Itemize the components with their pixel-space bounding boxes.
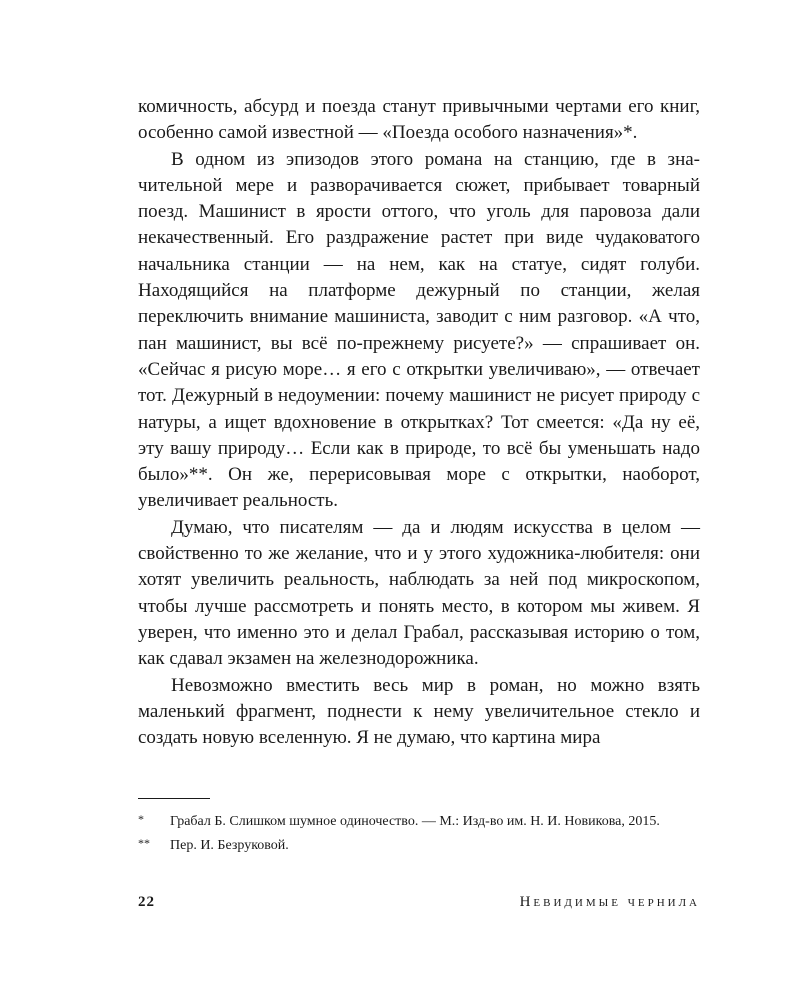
main-text	[138, 94, 700, 751]
running-title: Невидимые чернила	[519, 894, 700, 910]
footnote-1-mark: *	[138, 812, 144, 826]
paragraph-1: комичность, абсурд и поезда станут привычными чертами его книг, особенно самой известной — «Поезда особого назначения»*.	[138, 96, 700, 144]
footnote-2-text: Пер. И. Безруковой.	[170, 838, 289, 853]
footnotes-section	[138, 798, 700, 856]
paragraph-4: Невозможно вместить весь мир в роман, но можно взять маленький фрагмент, поднести к нему увеличительное стекло и создать новую вселенную. Я не думаю, что картина мира	[138, 674, 700, 749]
paragraph-2: В одном из эпизодов этого романа на станцию, где в значительной мере и разворачивается сюжет, прибывает товарный поезд. Машинист в ярости оттого, что уголь для паровоза дали некачественный. Его раздражение растет при виде чудаковатого начальника станции — на нем, как на статуе, сидят голуби. Находящийся на платформе дежурный по станции, желая переключить внимание машиниста, заводит с ним разговор. «А что, пан машинист, вы всё по-прежнему рисуете?» — спрашивает он. «Сейчас я рисую море… я его с открытки увеличиваю», — отвечает тот. Дежурный в недоумении: почему машинист не рисует природу с натуры, а ищет вдохновение в открытках? Тот смеется: «Да ну её, эту вашу природу… Если как в природе, то всё бы уменьшать надо было»**. Он же, перерисовывая море с открытки, наоборот, увеличивает реальность.	[138, 148, 700, 512]
page-number: 22	[138, 894, 155, 910]
paragraph-3: Думаю, что писателям — да и людям искусства в целом — свойственно то же желание, что и у этого художника-любителя: они хотят увеличить реальность, наблюдать за ней под микроскопом, чтобы лучше рассмотреть и понять место, в котором мы живем. Я уверен, что именно это и делал Грабал, рассказывая историю о том, как сдавал экзамен на железнодорожника.	[138, 516, 700, 670]
footnote-1	[138, 811, 700, 832]
page-footer	[138, 894, 700, 911]
footnote-divider	[138, 798, 210, 799]
footnote-2	[138, 835, 700, 856]
footnote-1-text: Грабал Б. Слишком шумное одиночество. — М.: Изд-во им. Н. И. Новикова, 2015.	[170, 814, 660, 829]
footnote-2-mark: **	[138, 836, 150, 850]
